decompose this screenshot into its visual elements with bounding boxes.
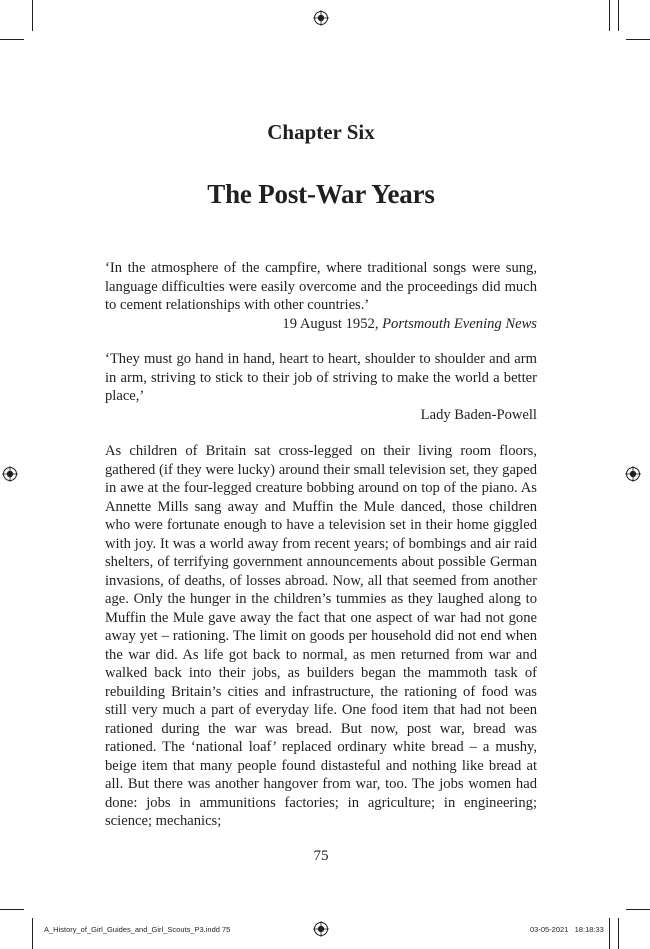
epigraph-quote: ‘They must go hand in hand, heart to heart, shoulder to shoulder and arm in arm, striving to stick to their job of striving to make the world a better place,’ [105, 351, 537, 404]
crop-mark [626, 39, 650, 40]
epigraph [105, 259, 537, 333]
crop-mark [32, 918, 33, 949]
slug-filename: A_History_of_Girl_Guides_and_Girl_Scouts_P3.indd 75 [44, 925, 231, 934]
registration-mark-icon [313, 10, 329, 26]
chapter-label: Chapter Six [267, 120, 375, 144]
epigraph-quote: ‘In the atmosphere of the campfire, where traditional songs were sung, language difficulties were easily overcome and the proceedings did much to cement relationships with other countries.’ [105, 260, 537, 313]
slug-datetime [530, 925, 604, 934]
registration-mark-icon [2, 466, 18, 482]
crop-mark [618, 918, 619, 949]
epigraph-attribution [105, 315, 537, 334]
crop-mark [0, 39, 24, 40]
body-paragraph: As children of Britain sat cross-legged on their living room floors, gathered (if they were lucky) around their small television set, they gaped in awe at the four-legged creature bobbing around on top of the piano. As Annette Mills sang away and Muffin the Mule danced, those children who were fortunate enough to have a television set in their home giggled with joy. It was a world away from recent years; of bombings and air raid shelters, of terrifying government announcements about possible German invasions, of deaths, of losses abroad. Now, all that seemed from another age. Only the hunger in the children’s tummies as they laughed along to Muffin the Mule gave away the fact that one aspect of war had not gone away yet – rationing. The limit on goods per household did not end when the war did. As life got back to normal, as men returned from war and walked back into their jobs, as builders began the mammoth task of rebuilding Britain’s cities and infrastructure, the rationing of food was still very much a part of everyday life. One food item that had not been rationed during the war was bread. But now, post war, bread was rationed. The ‘national loaf’ replaced ordinary white bread – a mushy, beige item that many people found distasteful and nothing like bread at all. But there was another hangover from war, too. The jobs women had done: jobs in ammunitions factories; in agriculture; in engineering; science; mechanics; [105, 443, 537, 829]
attribution-date: 19 August 1952, [282, 315, 379, 332]
chapter-title: The Post-War Years [207, 179, 435, 209]
crop-mark [32, 0, 33, 31]
epigraph-attribution: Lady Baden-Powell [420, 406, 537, 423]
page-number: 75 [313, 848, 329, 864]
crop-mark [626, 909, 650, 910]
crop-mark [0, 909, 24, 910]
attribution-publication: Portsmouth Evening News [382, 315, 537, 332]
registration-mark-icon [313, 921, 329, 937]
slug-time: 18:18:33 [574, 925, 604, 934]
slug-date: 03-05-2021 [530, 925, 569, 934]
epigraph [105, 350, 537, 424]
crop-mark [609, 918, 610, 949]
crop-mark [618, 0, 619, 31]
registration-mark-icon [625, 466, 641, 482]
crop-mark [609, 0, 610, 31]
